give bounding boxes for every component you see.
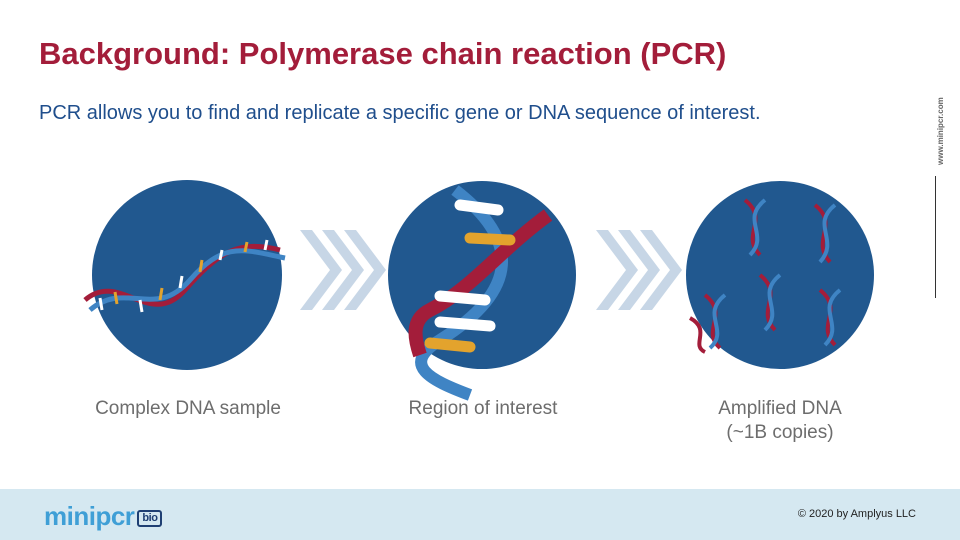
caption-line: Amplified DNA [718,398,842,419]
slide-subtitle: PCR allows you to find and replicate a specific gene or DNA sequence of interest. [39,102,761,124]
logo-pcr: pcr [95,501,135,531]
caption-line: Region of interest [408,398,558,419]
slide-title: Background: Polymerase chain reaction (PCR) [39,36,727,71]
logo-mini: mini [44,501,96,531]
caption-line: Complex DNA sample [95,398,281,419]
caption-region-interest [383,397,583,421]
arrow-chevrons-2 [596,230,682,310]
logo-bio: bio [137,510,162,527]
arrow-chevrons-1 [300,230,386,310]
caption-complex-sample [78,397,298,421]
circle-complex-sample [92,180,282,370]
side-url-text: www.minipcr.com [936,97,945,165]
caption-amplified [690,397,870,445]
minipcr-logo [44,501,162,532]
copyright-text: © 2020 by Amplyus LLC [797,508,916,520]
caption-line-2: (~1B copies) [726,422,834,443]
